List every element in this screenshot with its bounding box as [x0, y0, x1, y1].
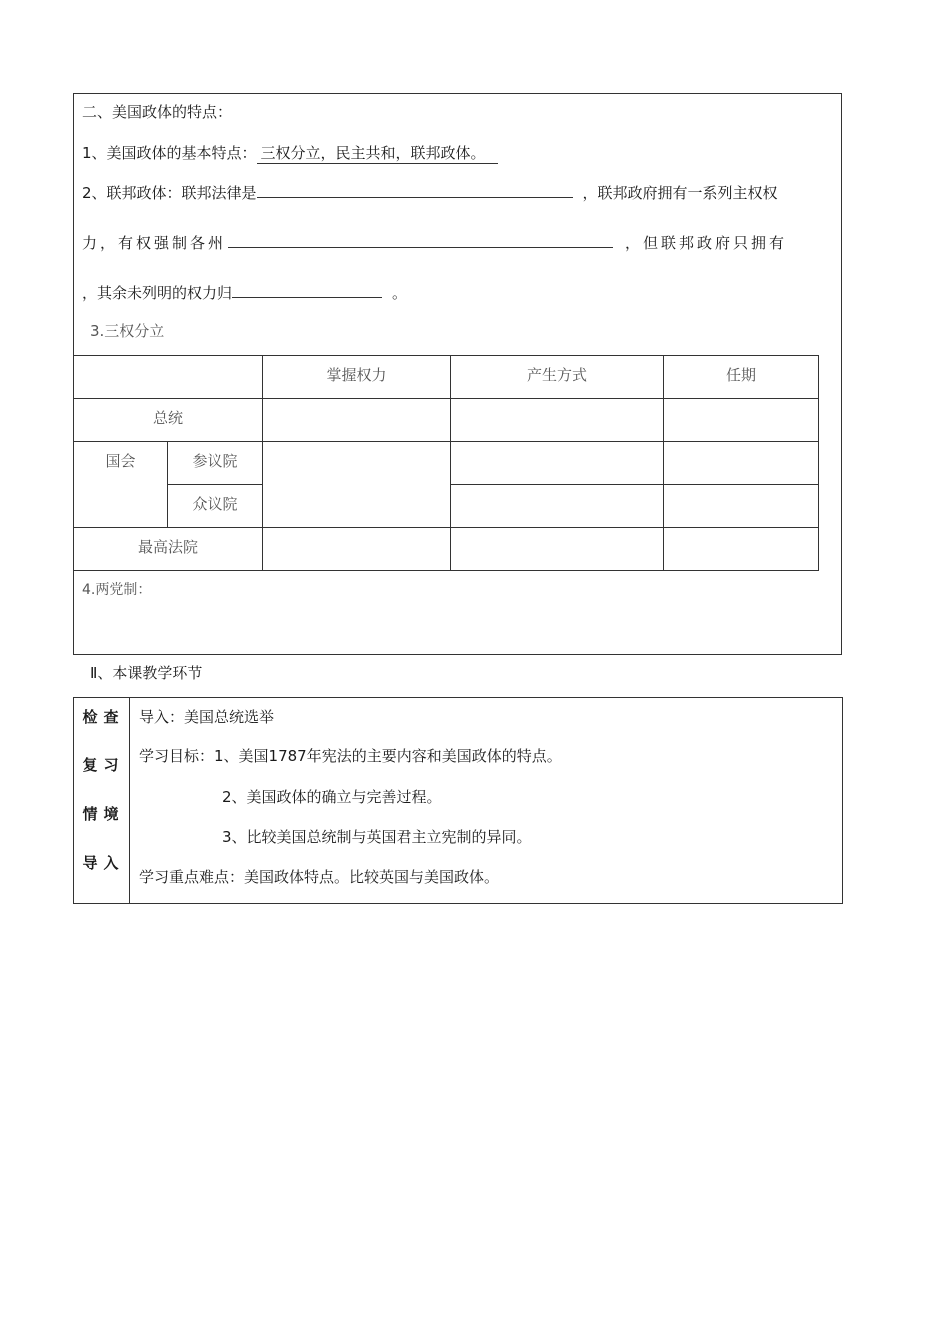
blank-federal-law[interactable] — [257, 181, 573, 198]
basic-features-label: 1、美国政体的基本特点： — [82, 144, 257, 162]
federal-line-3-start: ，其余未列明的权力归 — [82, 284, 233, 302]
cell-court-term[interactable] — [664, 528, 819, 571]
header-term: 任期 — [664, 356, 819, 399]
teaching-box — [73, 697, 843, 904]
goal-2: 2、美国政体的确立与完善过程。 — [222, 788, 442, 806]
federal-line-1-end: ，联邦政府拥有一系列主权权 — [582, 184, 778, 202]
section-ii-heading: Ⅱ、本课教学环节 — [90, 664, 203, 682]
federal-line-2 — [82, 231, 787, 253]
cell-court-method[interactable] — [451, 528, 664, 571]
cell-house-term[interactable] — [664, 485, 819, 528]
basic-features-answer: 三权分立，民主共和，联邦政体。 — [257, 144, 498, 164]
separation-label: 3.三权分立 — [90, 322, 165, 340]
cell-congress-power[interactable] — [263, 442, 451, 528]
side-label-1: 检查 — [82, 708, 125, 726]
goal-1: 学习目标：1、美国1787年宪法的主要内容和美国政体的特点。 — [139, 747, 562, 765]
blank-remaining-powers[interactable] — [232, 281, 382, 298]
federal-line-3 — [82, 281, 407, 303]
section-heading: 二、美国政体的特点： — [82, 103, 233, 121]
row-congress: 国会 — [74, 442, 168, 528]
intro-text: 导入：美国总统选举 — [139, 708, 275, 726]
key-points: 学习重点难点：美国政体特点。比较英国与美国政体。 — [139, 868, 500, 886]
header-method: 产生方式 — [451, 356, 664, 399]
cell-senate-term[interactable] — [664, 442, 819, 485]
row-house: 众议院 — [168, 485, 263, 528]
row-senate: 参议院 — [168, 442, 263, 485]
row-court: 最高法院 — [74, 528, 263, 571]
separation-table — [73, 355, 819, 571]
cell-president-term[interactable] — [664, 399, 819, 442]
basic-features-line — [82, 142, 498, 163]
federal-line-1 — [82, 181, 778, 203]
header-power: 掌握权力 — [263, 356, 451, 399]
federal-line-2-end: ，但联邦政府只拥有 — [625, 234, 788, 252]
two-party-label: 4.两党制： — [82, 582, 152, 598]
cell-senate-method[interactable] — [451, 442, 664, 485]
cell-court-power[interactable] — [263, 528, 451, 571]
side-label-4: 导入 — [82, 854, 125, 872]
row-president: 总统 — [74, 399, 263, 442]
table-corner-cell — [74, 356, 263, 399]
federal-line-2-start: 力，有权强制各州 — [82, 234, 227, 252]
goal-3: 3、比较美国总统制与英国君主立宪制的异同。 — [222, 828, 532, 846]
side-label-column — [74, 698, 130, 903]
federal-line-3-end: 。 — [392, 284, 408, 302]
cell-president-method[interactable] — [451, 399, 664, 442]
blank-force-states[interactable] — [228, 231, 613, 248]
side-label-3: 情境 — [82, 805, 125, 823]
cell-house-method[interactable] — [451, 485, 664, 528]
federal-line-1-start: 2、联邦政体：联邦法律是 — [82, 184, 257, 202]
side-label-2: 复习 — [82, 756, 125, 774]
cell-president-power[interactable] — [263, 399, 451, 442]
